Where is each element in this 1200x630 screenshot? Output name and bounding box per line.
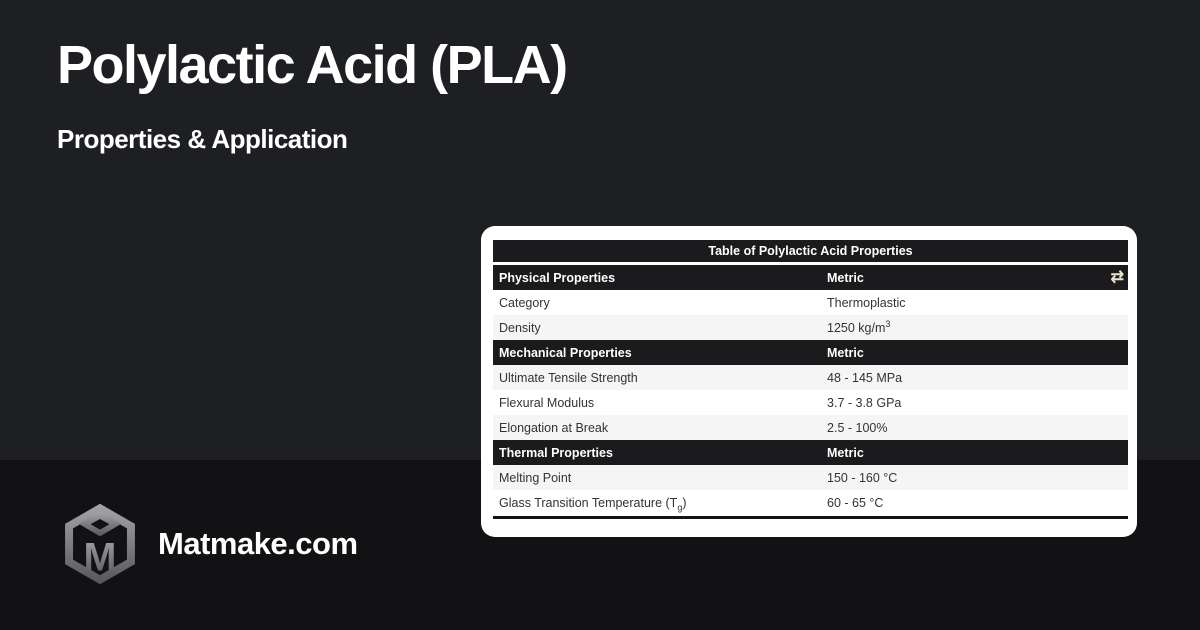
value-text: 1250 $kg/m^3$ bbox=[827, 318, 891, 335]
metric-label-text: Metric bbox=[827, 445, 864, 460]
property-name: Category bbox=[499, 295, 550, 310]
table-section-header-row bbox=[493, 265, 1128, 290]
property-value bbox=[820, 371, 1128, 385]
table-section-header-row bbox=[493, 340, 1128, 365]
property-value bbox=[820, 421, 1128, 435]
value-text: 48 - 145 MPa bbox=[827, 370, 903, 385]
property-name: Flexural Modulus bbox=[499, 395, 595, 410]
metric-column-label bbox=[820, 346, 1128, 360]
table-row bbox=[493, 315, 1128, 340]
properties-table-card bbox=[481, 226, 1137, 537]
page-subtitle: Properties & Application bbox=[57, 124, 348, 155]
metric-label-text: Metric bbox=[827, 270, 864, 285]
properties-table bbox=[493, 265, 1128, 515]
table-section-header-row bbox=[493, 440, 1128, 465]
section-header-label: Mechanical Properties bbox=[499, 345, 632, 360]
metric-label-text: Metric bbox=[827, 345, 864, 360]
property-value bbox=[820, 296, 1128, 310]
metric-column-label bbox=[820, 270, 1128, 286]
property-name: Glass Transition Temperature $(T_g)$ bbox=[499, 495, 687, 512]
swap-units-icon[interactable]: ⇄ bbox=[1110, 268, 1124, 286]
property-name: Ultimate Tensile Strength bbox=[499, 370, 638, 385]
table-row bbox=[493, 290, 1128, 315]
matmake-cube-logo-icon bbox=[62, 503, 138, 585]
section-header-label: Physical Properties bbox=[499, 270, 616, 285]
section-header-label: Thermal Properties bbox=[499, 445, 613, 460]
table-row bbox=[493, 390, 1128, 415]
page-title: Polylactic Acid (PLA) bbox=[57, 35, 567, 95]
value-text: Thermoplastic bbox=[827, 295, 906, 310]
brand-name: Matmake.com bbox=[158, 526, 358, 561]
metric-column-label bbox=[820, 446, 1128, 460]
property-value bbox=[820, 318, 1128, 335]
value-text: 3.7 - 3.8 GPa bbox=[827, 395, 902, 410]
property-value bbox=[820, 396, 1128, 410]
property-value bbox=[820, 496, 1128, 510]
property-name: Elongation at Break bbox=[499, 420, 609, 435]
table-row bbox=[493, 365, 1128, 390]
svg-text:M: M bbox=[83, 535, 117, 580]
table-row bbox=[493, 465, 1128, 490]
hero-section bbox=[57, 34, 567, 155]
value-text: 60 - 65 °C bbox=[827, 495, 884, 510]
brand-footer bbox=[62, 503, 358, 585]
value-text: 2.5 - 100% bbox=[827, 420, 888, 435]
property-name: Density bbox=[499, 320, 541, 335]
table-bottom-rule bbox=[493, 516, 1128, 519]
value-text: 150 - 160 °C bbox=[827, 470, 898, 485]
table-row bbox=[493, 490, 1128, 515]
table-row bbox=[493, 415, 1128, 440]
table-title: Table of Polylactic Acid Properties bbox=[493, 240, 1128, 262]
property-value bbox=[820, 471, 1128, 485]
property-name: Melting Point bbox=[499, 470, 572, 485]
